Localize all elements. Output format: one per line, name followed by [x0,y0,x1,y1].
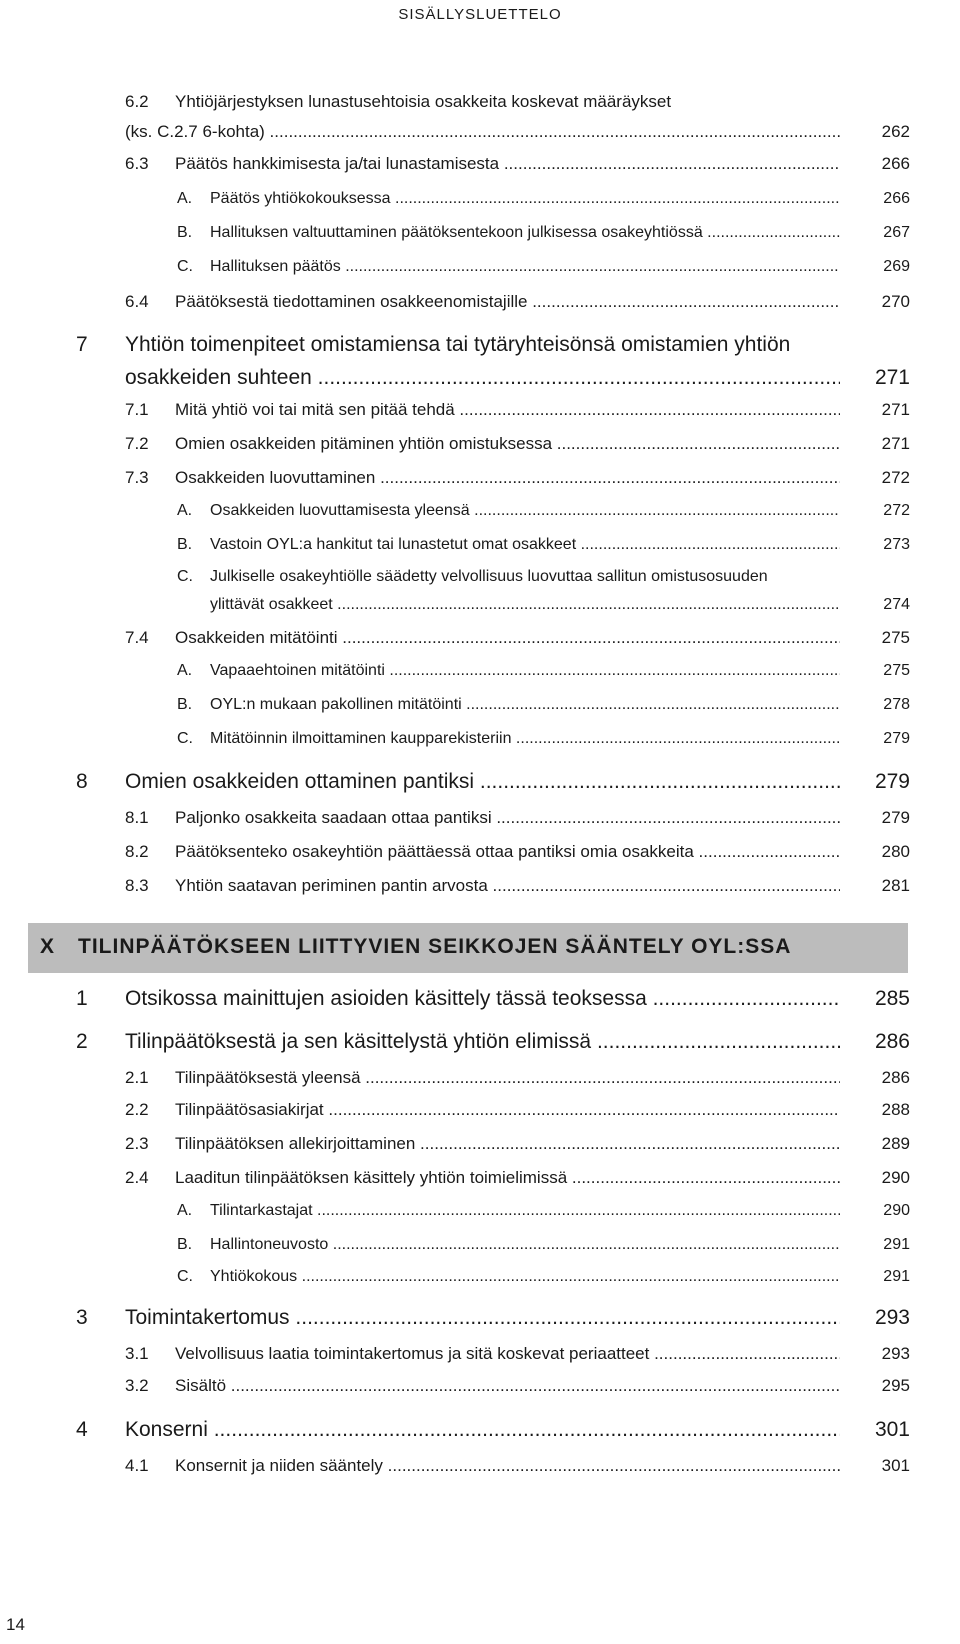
chapter-title: Toimintakertomus ..... [125,1306,840,1330]
entry-title: Vastoin OYL:a hankitut tai lunastetut omat osakkeet ..... [210,536,840,554]
toc-chapter-7[interactable] [0,333,960,363]
chapter-title: Yhtiön toimenpiteet omistamiensa tai tytäryhteisönsä omistamien yhtiön [125,333,791,356]
entry-page: 272 [881,468,910,487]
entry-title: Tilintarkastajat ..... [210,1202,840,1220]
entry-title: Yhtiökokous ..... [210,1268,840,1286]
entry-title: Julkiselle osakeyhtiölle säädetty velvollisuus luovuttaa sallitun omistusosuuden [210,568,768,585]
entry-page: 291 [883,1236,910,1253]
part-title: TILINPÄÄTÖKSEEN LIITTYVIEN SEIKKOJEN SÄÄNTELY OYL:SSA [78,935,792,958]
entry-page: 275 [883,662,910,679]
toc-entry-6-3-c[interactable] [0,258,960,288]
part-heading-band [28,923,908,973]
entry-title-cont: ylittävät osakkeet ..... [210,596,840,614]
entry-title: Yhtiöjärjestyksen lunastusehtoisia osakkeita koskevat määräykset [175,92,672,111]
toc-chapter-1[interactable] [0,987,960,1017]
entry-title: Päätös yhtiökokouksessa ..... [210,190,840,208]
entry-page: 271 [881,434,910,453]
entry-title: Osakkeiden luovuttaminen ..... [175,468,840,488]
entry-page: 262 [881,122,910,141]
chapter-number: 1 [76,987,88,1010]
entry-letter: B. [177,536,193,553]
chapter-page: 285 [874,987,910,1010]
entry-page: 267 [883,224,910,241]
toc-entry-6-3[interactable] [0,154,960,184]
toc-entry-7-2[interactable] [0,434,960,464]
entry-page: 301 [881,1456,910,1475]
toc-entry-3-2[interactable] [0,1376,960,1406]
entry-title: OYL:n mukaan pakollinen mitätöinti ..... [210,696,840,714]
toc-entry-2-4-c[interactable] [0,1268,960,1298]
entry-title: Omien osakkeiden pitäminen yhtiön omistuksessa ..... [175,434,840,454]
toc-entry-8-1[interactable] [0,808,960,838]
entry-page: 286 [881,1068,910,1087]
entry-page: 275 [881,628,910,647]
toc-entry-7-3-a[interactable] [0,502,960,532]
entry-page: 273 [883,536,910,553]
entry-letter: C. [177,568,193,585]
entry-page: 288 [881,1100,910,1119]
entry-page: 278 [883,696,910,713]
entry-number: 6.3 [125,154,149,173]
entry-number: 4.1 [125,1456,149,1475]
entry-page: 271 [881,400,910,419]
toc-entry-8-3[interactable] [0,876,960,906]
entry-letter: C. [177,1268,193,1285]
toc-entry-8-2[interactable] [0,842,960,872]
entry-number: 8.3 [125,876,149,895]
chapter-title: Otsikossa mainittujen asioiden käsittely tässä teoksessa ..... [125,987,840,1011]
chapter-number: 3 [76,1306,88,1329]
chapter-page: 293 [874,1306,910,1329]
toc-entry-7-4-a[interactable] [0,662,960,692]
entry-title: Hallintoneuvosto ..... [210,1236,840,1254]
part-letter: X [40,935,55,958]
entry-title-cont: (ks. C.2.7 6-kohta) ..... [125,122,840,142]
entry-number: 3.1 [125,1344,149,1363]
chapter-title: Konserni ..... [125,1418,840,1442]
toc-entry-6-3-a[interactable] [0,190,960,220]
entry-title: Päätöksenteko osakeyhtiön päättäessä ottaa pantiksi omia osakkeita ..... [175,842,840,862]
entry-number: 7.1 [125,400,149,419]
entry-title: Paljonko osakkeita saadaan ottaa pantiksi ..... [175,808,840,828]
entry-page: 279 [883,730,910,747]
toc-chapter-2[interactable] [0,1030,960,1060]
chapter-number: 4 [76,1418,88,1441]
toc-entry-3-1[interactable] [0,1344,960,1374]
entry-title: Mitätöinnin ilmoittaminen kaupparekisteriin ..... [210,730,840,748]
toc-entry-6-4[interactable] [0,292,960,322]
entry-title: Tilinpäätöksen allekirjoittaminen ..... [175,1134,840,1154]
toc-entry-2-3[interactable] [0,1134,960,1164]
entry-page: 280 [881,842,910,861]
entry-letter: C. [177,258,193,275]
toc-entry-7-4-c[interactable] [0,730,960,760]
toc-entry-2-4[interactable] [0,1168,960,1198]
entry-page: 290 [883,1202,910,1219]
entry-number: 2.2 [125,1100,149,1119]
entry-number: 2.1 [125,1068,149,1087]
entry-number: 7.2 [125,434,149,453]
entry-page: 272 [883,502,910,519]
entry-page: 290 [881,1168,910,1187]
chapter-page: 286 [874,1030,910,1053]
entry-page: 289 [881,1134,910,1153]
entry-number: 2.4 [125,1168,149,1187]
toc-entry-7-4[interactable] [0,628,960,658]
entry-page: 291 [883,1268,910,1285]
entry-title: Yhtiön saatavan periminen pantin arvosta ..... [175,876,840,896]
entry-page: 281 [881,876,910,895]
toc-entry-2-4-a[interactable] [0,1202,960,1232]
entry-title: Hallituksen päätös ..... [210,258,840,276]
toc-entry-2-1[interactable] [0,1068,960,1098]
toc-entry-4-1[interactable] [0,1456,960,1486]
toc-entry-6-2-cont[interactable] [0,122,960,152]
toc-chapter-8[interactable] [0,770,960,800]
toc-chapter-3[interactable] [0,1306,960,1336]
toc-entry-2-4-b[interactable] [0,1236,960,1266]
entry-letter: C. [177,730,193,747]
entry-title: Osakkeiden mitätöinti ..... [175,628,840,648]
entry-letter: A. [177,662,193,679]
entry-title: Päätös hankkimisesta ja/tai lunastamisesta ..... [175,154,840,174]
entry-number: 7.4 [125,628,149,647]
entry-letter: B. [177,224,193,241]
entry-number: 8.2 [125,842,149,861]
entry-title: Mitä yhtiö voi tai mitä sen pitää tehdä ..... [175,400,840,420]
entry-page: 279 [881,808,910,827]
entry-page: 293 [881,1344,910,1363]
page-number: 14 [6,1615,25,1634]
chapter-page: 271 [874,366,910,389]
toc-entry-7-3-c-cont[interactable] [0,596,960,626]
entry-number: 7.3 [125,468,149,487]
entry-title: Sisältö ..... [175,1376,840,1396]
entry-letter: A. [177,190,193,207]
entry-title: Velvollisuus laatia toimintakertomus ja sitä koskevat periaatteet ..... [175,1344,840,1364]
entry-page: 274 [883,596,910,613]
chapter-title: Tilinpäätöksestä ja sen käsittelystä yhtiön elimissä ..... [125,1030,840,1054]
entry-title: Tilinpäätöksestä yleensä ..... [175,1068,840,1088]
entry-number: 6.4 [125,292,149,311]
chapter-number: 8 [76,770,88,793]
entry-title: Vapaaehtoinen mitätöinti ..... [210,662,840,680]
entry-letter: B. [177,696,193,713]
toc-entry-6-2[interactable] [0,92,960,122]
chapter-page: 279 [874,770,910,793]
entry-title: Päätöksestä tiedottaminen osakkeenomistajille ..... [175,292,840,312]
entry-title: Osakkeiden luovuttamisesta yleensä ..... [210,502,840,520]
chapter-title: Omien osakkeiden ottaminen pantiksi ..... [125,770,840,794]
entry-page: 266 [881,154,910,173]
chapter-title-cont: osakkeiden suhteen ..... [125,366,840,390]
entry-number: 6.2 [125,92,149,111]
chapter-number: 2 [76,1030,88,1053]
entry-page: 269 [883,258,910,275]
entry-number: 8.1 [125,808,149,827]
entry-letter: B. [177,1236,193,1253]
entry-title: Tilinpäätösasiakirjat ..... [175,1100,840,1120]
toc-entry-6-3-b[interactable] [0,224,960,254]
toc-entry-7-1[interactable] [0,400,960,430]
toc-entry-7-4-b[interactable] [0,696,960,726]
toc-entry-7-3-c[interactable] [0,568,960,598]
chapter-page: 301 [874,1418,910,1441]
entry-title: Hallituksen valtuuttaminen päätöksentekoon julkisessa osakeyhtiössä ..... [210,224,840,242]
toc-entry-2-2[interactable] [0,1100,960,1130]
entry-letter: A. [177,1202,193,1219]
entry-page: 295 [881,1376,910,1395]
entry-page: 266 [883,190,910,207]
toc-chapter-7-cont[interactable] [0,366,960,396]
entry-title: Konsernit ja niiden sääntely ..... [175,1456,840,1476]
toc-entry-7-3[interactable] [0,468,960,498]
entry-title: Laaditun tilinpäätöksen käsittely yhtiön toimielimissä ..... [175,1168,840,1188]
toc-chapter-4[interactable] [0,1418,960,1448]
toc-entry-7-3-b[interactable] [0,536,960,566]
entry-number: 3.2 [125,1376,149,1395]
entry-letter: A. [177,502,193,519]
entry-number: 2.3 [125,1134,149,1153]
chapter-number: 7 [76,333,88,356]
entry-page: 270 [881,292,910,311]
running-header: SISÄLLYSLUETTELO [398,6,562,23]
